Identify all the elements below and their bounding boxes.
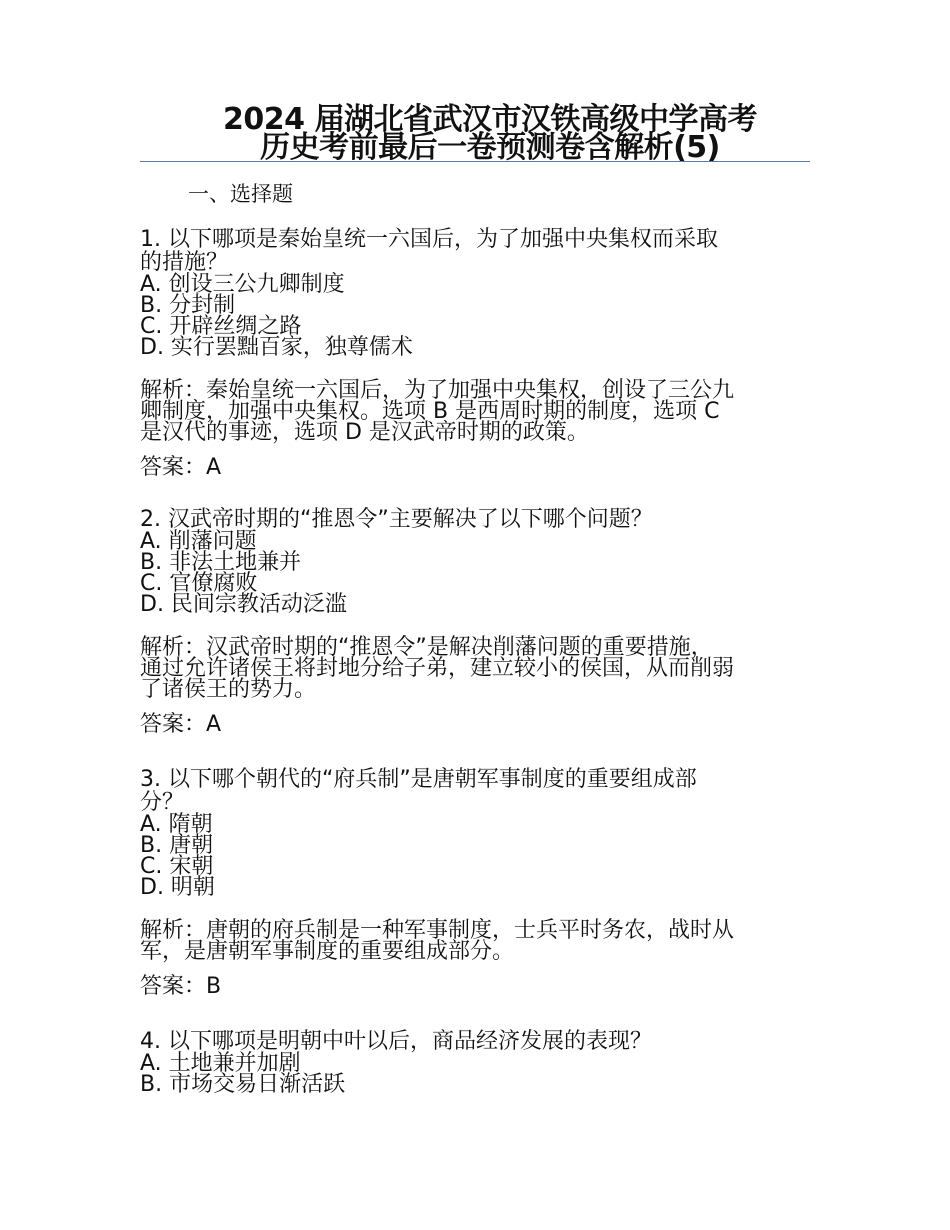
analysis-line: 解析：汉武帝时期的“推恩令”是解决削藩问题的重要措施， [140,635,713,660]
answer-line: 答案：A [140,455,222,480]
option-c: C. 官僚腐败 [140,571,258,596]
question-block-3 [140,768,812,1000]
option-c: C. 开辟丝绸之路 [140,314,302,339]
option-b: B. 非法土地兼并 [140,550,302,575]
option-b: B. 分封制 [140,293,236,318]
analysis-line: 是汉代的事迹，选项 D 是汉武帝时期的政策。 [140,420,589,445]
option-d: D. 明朝 [140,875,215,900]
option-a: A. 创设三公九卿制度 [140,272,345,297]
question-block-2 [140,508,812,738]
question-line: 1. 以下哪项是秦始皇统一六国后，为了加强中央集权而采取 [140,227,718,252]
document-title [160,102,820,165]
option-c: C. 宋朝 [140,854,214,879]
question-line: 4. 以下哪项是明朝中叶以后，商品经济发展的表现？ [140,1029,652,1054]
option-a: A. 土地兼并加剧 [140,1051,301,1076]
title-underline [140,161,810,162]
question-line: 2. 汉武帝时期的“推恩令”主要解决了以下哪个问题？ [140,507,653,532]
option-d: D. 民间宗教活动泛滥 [140,592,347,617]
analysis-line: 解析：秦始皇统一六国后，为了加强中央集权，创设了三公九 [140,378,735,403]
question-line: 分？ [140,790,185,815]
option-b: B. 市场交易日渐活跃 [140,1072,346,1097]
option-a: A. 隋朝 [140,812,213,837]
question-line: 3. 以下哪个朝代的“府兵制”是唐朝军事制度的重要组成部 [140,767,697,792]
question-line: 的措施？ [140,250,229,275]
question-block-4 [140,1030,812,1095]
option-a: A. 削藩问题 [140,529,257,554]
analysis-line: 军，是唐朝军事制度的重要组成部分。 [140,939,515,964]
title-line-1: 2024 届湖北省武汉市汉铁高级中学高考 [223,102,757,137]
analysis-line: 解析：唐朝的府兵制是一种军事制度，士兵平时务农，战时从 [140,918,735,943]
section-heading: 一、选择题 [188,182,293,206]
answer-line: 答案：B [140,974,222,999]
option-b: B. 唐朝 [140,833,214,858]
option-d: D. 实行罢黜百家，独尊儒术 [140,335,413,360]
analysis-line: 通过允许诸侯王将封地分给子弟，建立较小的侯国，从而削弱 [140,656,735,681]
analysis-line: 了诸侯王的势力。 [140,677,317,702]
answer-line: 答案：A [140,712,222,737]
analysis-line: 卿制度，加强中央集权。选项 B 是西周时期的制度，选项 C [140,399,720,424]
title-line-2: 历史考前最后一卷预测卷含解析(5) [260,130,720,165]
question-block-1 [140,228,812,481]
